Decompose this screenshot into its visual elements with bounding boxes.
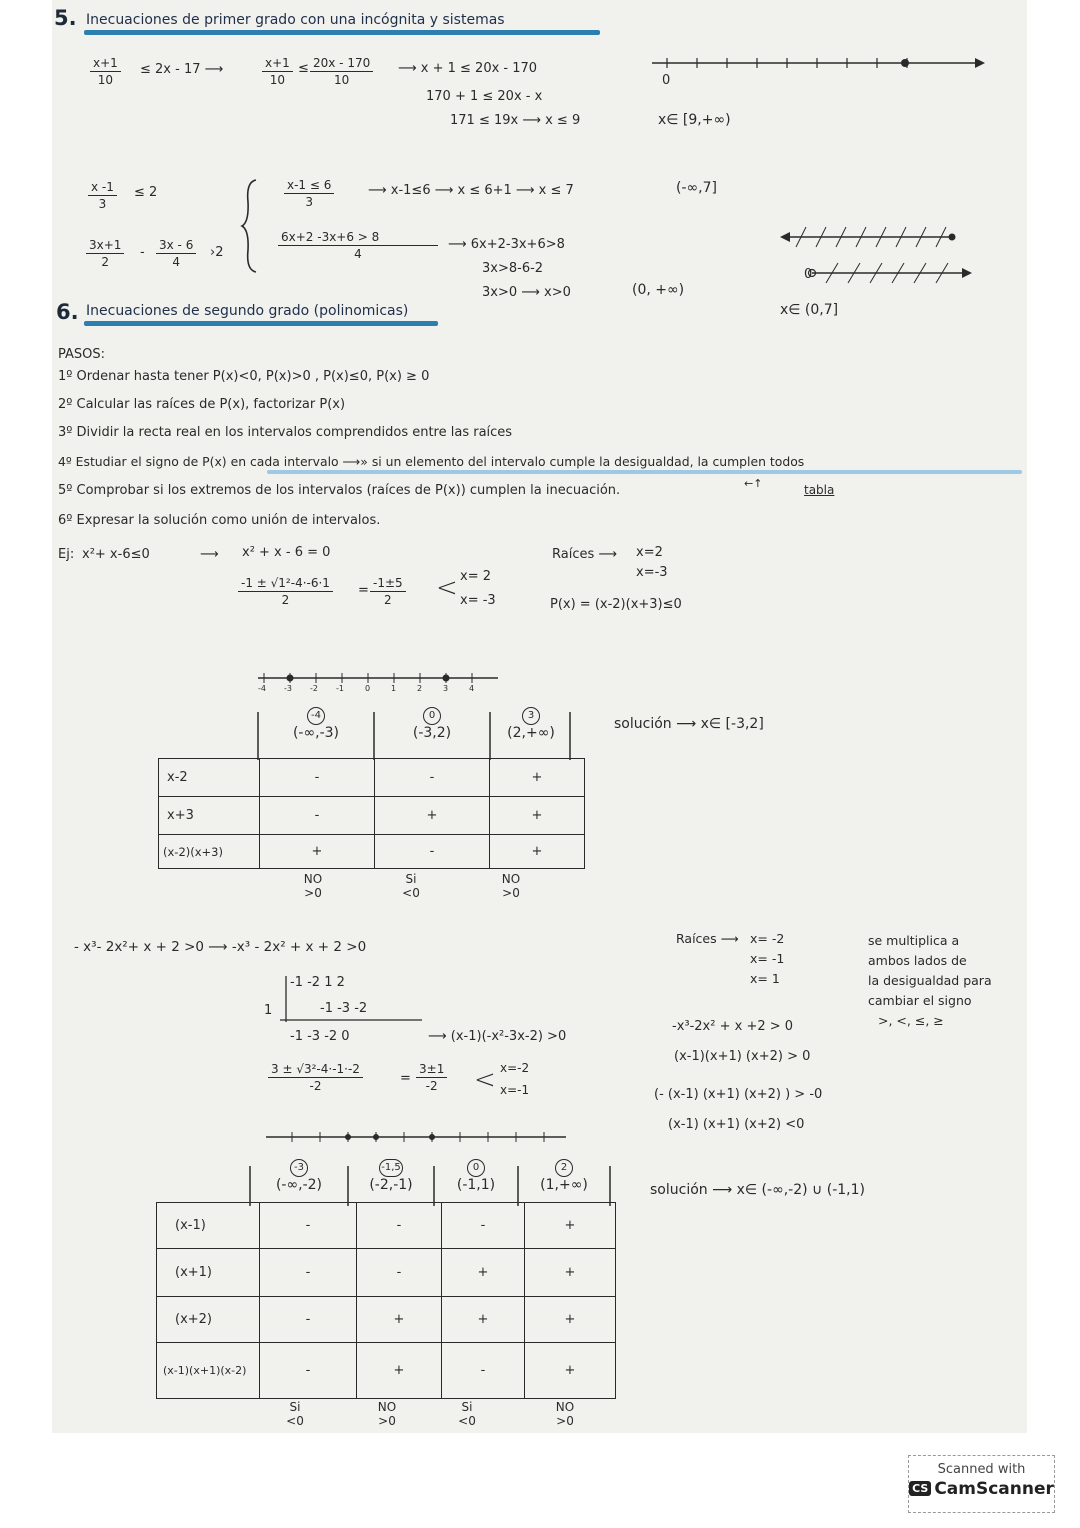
number-line-1: [647, 52, 992, 74]
step-item: 5º Comprobar si los extremos de los intervalos (raíces de P(x)) cumplen la inecuación.: [58, 483, 621, 498]
sign-cell: -: [260, 1297, 357, 1343]
tick-label: 0: [365, 684, 371, 693]
sign-cell: -: [260, 1249, 357, 1297]
sign-cell: -: [375, 835, 490, 869]
root-text: x=-1: [500, 1083, 530, 1097]
interval-label: (-2,-1): [369, 1177, 413, 1193]
interval-label: (-3,2): [412, 725, 452, 741]
inequality-text: ›2: [210, 245, 224, 260]
step-text: ⟶ 6x+2-3x+6>8: [448, 237, 565, 252]
arrow-icon: ←↑: [744, 477, 763, 490]
interval-text: (-∞,7]: [676, 180, 717, 196]
sign-cell: -: [357, 1249, 442, 1297]
sign-cell: -: [260, 1203, 357, 1249]
sign-cell: -: [260, 797, 375, 835]
test-value: 0: [423, 707, 441, 725]
equal-sign: ≤: [298, 61, 309, 76]
root-text: x= -2: [750, 931, 785, 946]
row-label: x+3: [159, 797, 260, 835]
sign-cell: -: [375, 759, 490, 797]
axis-zero-label: 0: [662, 73, 671, 88]
camscanner-logo-icon: CS: [909, 1481, 931, 1496]
section-5-number: 5.: [54, 6, 77, 30]
branch-icon: <: [474, 1065, 496, 1095]
tick-label: -2: [310, 684, 318, 693]
fraction: $\frac{\text{3 ± √3²-4·-1·-2}}{-2}$: [268, 1062, 363, 1093]
roots-label: Raíces ⟶: [552, 547, 618, 562]
root-text: x= -3: [460, 593, 496, 608]
rewrite-step: -x³-2x² + x +2 > 0: [672, 1019, 794, 1034]
root-text: x= 1: [750, 971, 780, 986]
row-label: (x+2): [157, 1297, 260, 1343]
note-text: ambos lados de: [868, 953, 967, 968]
row-label: (x-1)(x+1)(x-2): [157, 1343, 260, 1399]
tick-label: -3: [284, 684, 292, 693]
table-row: [159, 835, 585, 869]
step-item: 3º Dividir la recta real en los intervalos comprendidos entre las raíces: [58, 425, 513, 440]
verdict: NO >0: [303, 872, 323, 900]
section-6-title: Inecuaciones de segundo grado (polinomicas): [86, 303, 409, 319]
solution-1: x∈ [9,+∞): [658, 112, 731, 128]
tick-label: 1: [391, 684, 397, 693]
root-text: x=-3: [636, 565, 668, 580]
fraction: $\frac{x -1}{3}$: [88, 180, 117, 211]
solution-3: solución ⟶ x∈ [-3,2]: [614, 716, 764, 732]
equal-sign: =: [400, 1071, 411, 1086]
rewrite-step: (- (x-1) (x+1) (x+2) ) > -0: [654, 1087, 823, 1102]
verdict: NO >0: [501, 872, 521, 900]
note-text: cambiar el signo: [868, 993, 972, 1008]
sign-cell: +: [490, 835, 585, 869]
note-text: se multiplica a: [868, 933, 960, 948]
cubic-inequality: - x³- 2x²+ x + 2 >0 ⟶ -x³ - 2x² + x + 2 >0: [74, 939, 367, 955]
example-equation: x² + x - 6 = 0: [242, 545, 331, 560]
interval-text: (0, +∞): [632, 282, 685, 298]
step-text: ⟶ x-1≤6 ⟶ x ≤ 6+1 ⟶ x ≤ 7: [368, 183, 574, 198]
tabla-note: tabla: [804, 483, 835, 497]
note-text: la desigualdad para: [868, 973, 992, 988]
sign-cell: +: [357, 1297, 442, 1343]
sign-cell: +: [357, 1343, 442, 1399]
sign-cell: +: [442, 1249, 525, 1297]
sign-cell: +: [525, 1249, 616, 1297]
section-5-title: Inecuaciones de primer grado con una incógnita y sistemas: [86, 12, 505, 28]
table-row: [159, 797, 585, 835]
fraction: $\frac{3x - 6}{4}$: [156, 238, 196, 269]
step-item: 4º Estudiar el signo de P(x) en cada intervalo ⟶» si un elemento del intervalo cumple la desigualdad, la cumplen todos: [58, 454, 805, 469]
sign-cell: +: [490, 759, 585, 797]
notebook-page: [52, 0, 1027, 1433]
system-brace: [240, 176, 262, 276]
step-item: 1º Ordenar hasta tener P(x)<0, P(x)>0 , P(x)≤0, P(x) ≥ 0: [58, 369, 430, 384]
test-value: 3: [522, 707, 540, 725]
row-label: (x+1): [157, 1249, 260, 1297]
tick-label: 2: [417, 684, 423, 693]
factored-polynomial: ⟶ (x-1)(-x²-3x-2) >0: [428, 1029, 567, 1044]
ruffini-row: -1 -2 1 2: [290, 975, 345, 990]
arrow-icon: ⟶: [200, 547, 219, 562]
tick-label: -4: [258, 684, 266, 693]
header-dividers: [252, 712, 577, 762]
rewrite-step: (x-1) (x+1) (x+2) <0: [668, 1117, 805, 1132]
fraction: $\frac{x+1}{10}$: [90, 56, 121, 87]
verdict: NO >0: [377, 1400, 397, 1428]
factored-polynomial: P(x) = (x-2)(x+3)≤0: [550, 597, 682, 612]
tick-label: 3: [443, 684, 449, 693]
roots-label: Raíces ⟶: [676, 931, 739, 946]
sign-cell: -: [260, 1343, 357, 1399]
root-text: x=-2: [500, 1061, 530, 1075]
table-row: [157, 1297, 616, 1343]
interval-label: (-∞,-3): [292, 725, 340, 741]
section-6-highlight: [84, 321, 438, 326]
step-text: ⟶ x + 1 ≤ 20x - 170: [398, 61, 538, 76]
root-text: x=2: [636, 545, 663, 560]
step-item: 2º Calcular las raíces de P(x), factorizar P(x): [58, 397, 346, 412]
sign-cell: +: [525, 1203, 616, 1249]
sign-cell: -: [442, 1203, 525, 1249]
scanner-caption: Scanned with: [937, 1462, 1026, 1477]
camscanner-badge: [908, 1455, 1055, 1513]
sign-cell: -: [357, 1203, 442, 1249]
example-inequality: x²+ x-6≤0: [82, 547, 150, 562]
sign-cell: -: [442, 1343, 525, 1399]
sign-table-1: [158, 758, 585, 869]
sign-cell: +: [490, 797, 585, 835]
verdict: Si <0: [458, 1400, 476, 1428]
step-text: 170 + 1 ≤ 20x - x: [426, 89, 543, 104]
axis-zero-label: 0: [804, 267, 813, 282]
fraction: $\frac{20x - 170}{10}$: [310, 56, 373, 87]
test-value: -1,5: [379, 1159, 403, 1177]
solution-4: solución ⟶ x∈ (-∞,-2) ∪ (-1,1): [650, 1182, 865, 1198]
fraction: $\frac{3\pm 1}{-2}$: [416, 1062, 447, 1093]
root-text: x= -1: [750, 951, 785, 966]
equal-sign: =: [358, 583, 369, 598]
step-text: 171 ≤ 19x ⟶ x ≤ 9: [450, 113, 581, 128]
sign-cell: -: [260, 759, 375, 797]
interval-label: (1,+∞): [540, 1177, 588, 1193]
sign-cell: +: [525, 1297, 616, 1343]
scanner-brand: CS CamScanner: [909, 1479, 1054, 1499]
ruffini-divisor: 1: [264, 1003, 273, 1018]
test-value: 0: [467, 1159, 485, 1177]
sign-table-2: [156, 1202, 616, 1399]
step-item: 6º Expresar la solución como unión de intervalos.: [58, 513, 381, 528]
table-row: [157, 1203, 616, 1249]
rewrite-step: (x-1)(x+1) (x+2) > 0: [674, 1049, 811, 1064]
fraction: $\frac{x-1 \le 6}{3}$: [284, 178, 334, 209]
sign-cell: +: [260, 835, 375, 869]
row-label: x-2: [159, 759, 260, 797]
step-text: 3x>0 ⟶ x>0: [482, 285, 571, 300]
inequality-text: ≤ 2: [134, 185, 158, 200]
verdict: Si <0: [286, 1400, 304, 1428]
row-label: (x-1): [157, 1203, 260, 1249]
table-row: [157, 1343, 616, 1399]
table-row: [157, 1249, 616, 1297]
fraction: $\frac{3x+1}{2}$: [86, 238, 124, 269]
sign-cell: +: [525, 1343, 616, 1399]
section-5-highlight: [84, 30, 600, 35]
root-text: x= 2: [460, 569, 491, 584]
step-text: 3x>8-6-2: [482, 261, 544, 276]
fraction: $\frac{-1\pm 5}{2}$: [370, 576, 406, 607]
fraction: $\frac{x+1}{10}$: [262, 56, 293, 87]
sign-cell: +: [375, 797, 490, 835]
interval-label: (-∞,-2): [275, 1177, 323, 1193]
test-value: 2: [555, 1159, 573, 1177]
interval-label: (-1,1): [456, 1177, 496, 1193]
verdict: Si <0: [402, 872, 420, 900]
example-label: Ej:: [58, 547, 75, 562]
number-line-4: [262, 1128, 572, 1146]
tick-label: -1: [336, 684, 344, 693]
note-text: >, <, ≤, ≥: [878, 1013, 944, 1028]
tick-label: 4: [469, 684, 475, 693]
wavy-highlight: [267, 470, 1022, 474]
steps-label: PASOS:: [58, 347, 106, 362]
test-value: -3: [290, 1159, 308, 1177]
table-row: [159, 759, 585, 797]
inequality-text: ≤ 2x - 17 ⟶: [140, 62, 224, 77]
branch-icon: <: [436, 573, 458, 603]
ruffini-row: -1 -3 -2 0: [290, 1029, 350, 1044]
ruffini-lines: [278, 974, 428, 1024]
test-value: -4: [307, 707, 325, 725]
ruffini-row: -1 -3 -2: [320, 1001, 368, 1016]
minus-sign: -: [140, 245, 145, 260]
section-6-number: 6.: [56, 300, 79, 324]
row-label: (x-2)(x+3): [159, 835, 260, 869]
fraction: $\frac{\text{-1 ± √1²-4·-6·1}}{2}$: [238, 576, 333, 607]
interval-label: (2,+∞): [507, 725, 555, 741]
sign-cell: +: [442, 1297, 525, 1343]
verdict: NO >0: [555, 1400, 575, 1428]
solution-2: x∈ (0,7]: [780, 302, 839, 318]
header-dividers: [244, 1166, 614, 1206]
fraction: $\frac{6x+2 -3x+6 > 8}{4}$: [278, 230, 438, 261]
